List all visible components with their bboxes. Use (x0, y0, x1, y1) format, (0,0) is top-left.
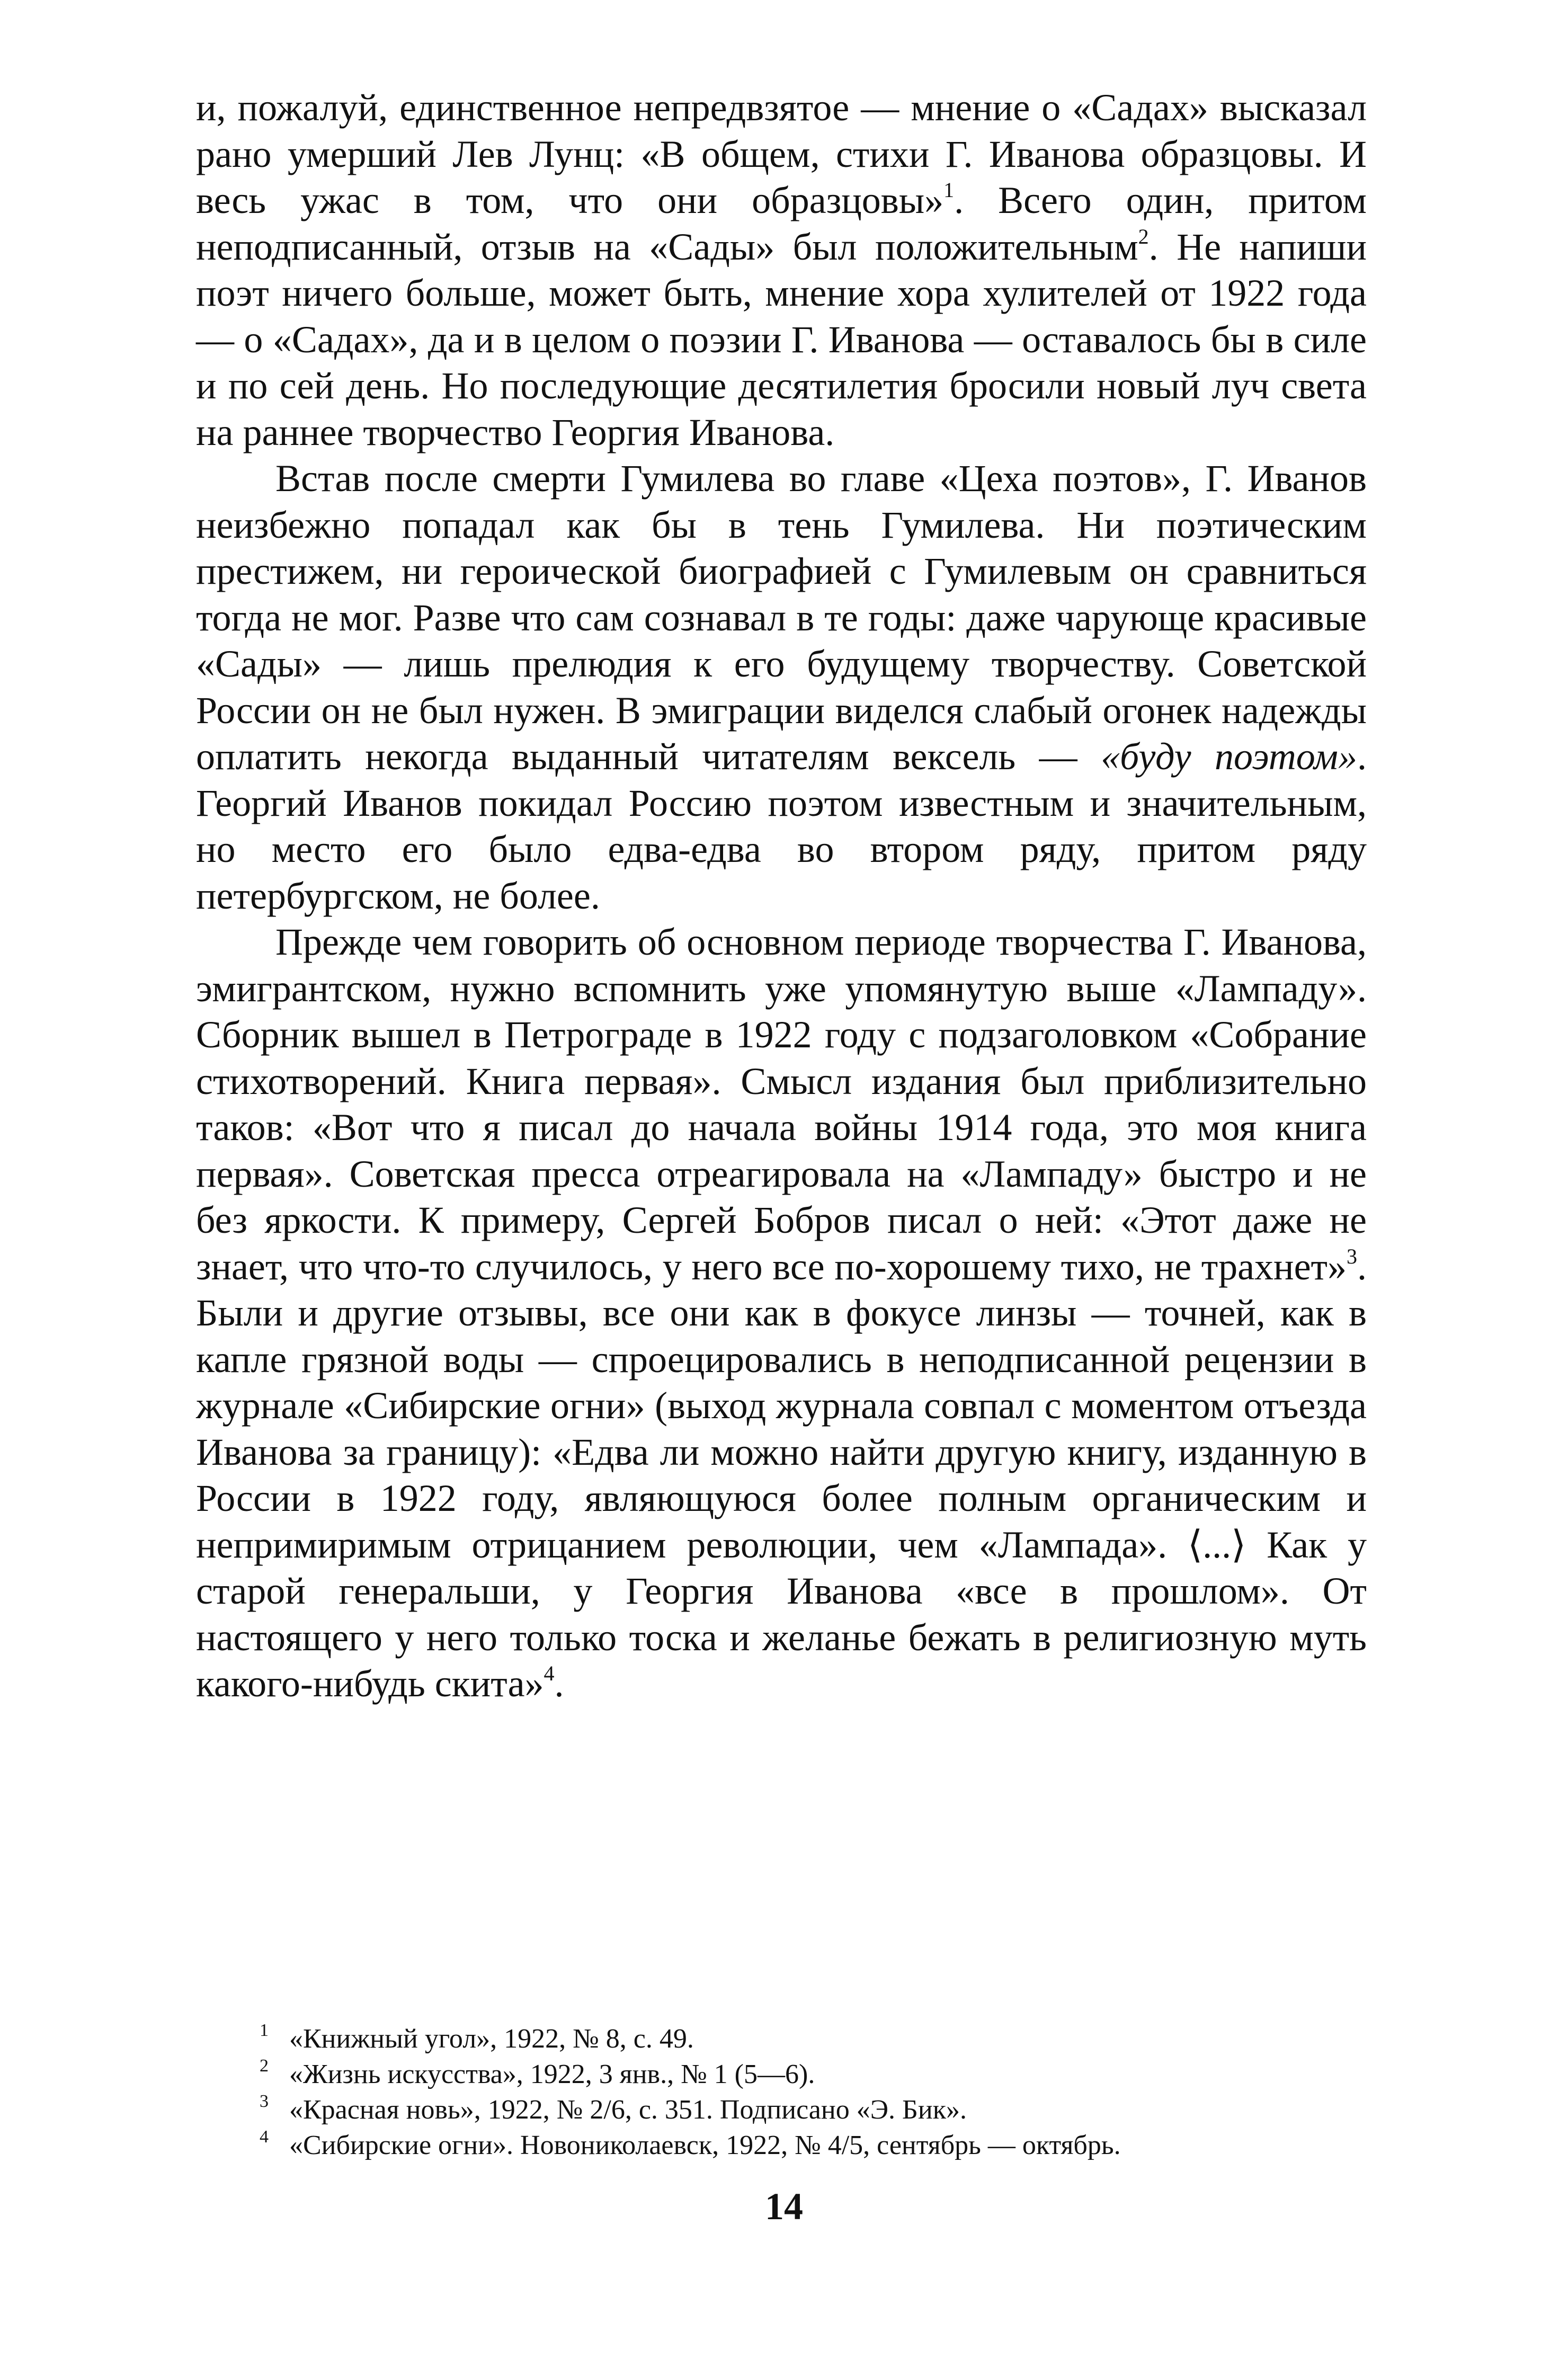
text-run: . Всего один, притом неподписанный, отзыв на «Сады» был положительным (196, 179, 1367, 268)
footnote-text: «Книжный угол», 1922, № 8, с. 49. (289, 2024, 694, 2054)
footnote-ref: 4 (544, 1661, 555, 1685)
text-run: . (554, 1662, 564, 1705)
footnote-text: «Сибирские огни». Новониколаевск, 1922, № 4/5, сентябрь — октябрь. (289, 2130, 1121, 2160)
text-run: и, пожалуй, единственное непредвзятое — мнение о «Садах» высказал рано умерший Лев Лунц: «В общем, стихи Г. Иванова образцовы. И весь ужас в том, что они образцовы» (196, 86, 1367, 221)
footnote-1: 1 «Книжный угол», 1922, № 8, с. 49. (260, 2021, 694, 2054)
footnote-text: «Красная новь», 1922, № 2/6, с. 351. Подписано «Э. Бик». (289, 2095, 967, 2125)
paragraph-3 (196, 919, 1367, 1707)
italic-quote: «буду поэтом» (1101, 735, 1357, 778)
footnotes (260, 2021, 1372, 2163)
page-content (196, 85, 1367, 1707)
paragraph-2 (196, 456, 1367, 919)
footnote-text: «Жизнь искусства», 1922, 3 янв., № 1 (5—6). (289, 2059, 815, 2089)
body-text (196, 85, 1367, 1707)
footnote-ref: 2 (1138, 224, 1149, 248)
text-run: Прежде чем говорить об основном периоде творчества Г. Иванова, эмигрантском, нужно вспомнить уже упомянутую выше «Лампаду». Сборник вышел в Петрограде в 1922 году с подзаголовком «Собрание стихотворений. Книга первая». Смысл издания был приблизительно таков: «Вот что я писал до начала войны 1914 года, это моя книга первая». Советская пресса отреагировала на «Лампаду» быстро и не без яркости. К примеру, Сергей Бобров писал о ней: «Этот даже не знает, что что-то случилось, у него все по-хорошему тихо, не трахнет» (196, 921, 1367, 1288)
footnote-4: 4 «Сибирские огни». Новониколаевск, 1922, № 4/5, сентябрь — октябрь. (260, 2127, 1121, 2160)
paragraph-1 (196, 85, 1367, 456)
text-run: . Были и другие отзывы, все они как в фокусе линзы — точней, как в капле грязной воды — спроецировались в неподписанной рецензии в журнале «Сибирские огни» (выход журнала совпал с моментом отъезда Иванова за границу): «Едва ли можно найти другую книгу, изданную в России в 1922 году, являющуюся более полным органическим и непримиримым отрицанием революции, чем «Лампада». ⟨...⟩ Как у старой генеральши, у Георгия Иванова «все в прошлом». От настоящего у него только тоска и желанье бежать в религиозную муть какого-нибудь скита» (196, 1245, 1367, 1705)
text-run: . Георгий Иванов покидал Россию поэтом известным и значительным, но место его было едва-едва во втором ряду, притом ряду петербургском, не более. (196, 735, 1367, 917)
footnote-2: 2 «Жизнь искусства», 1922, 3 янв., № 1 (5—6). (260, 2056, 815, 2089)
page-number: 14 (765, 2185, 803, 2228)
footnote-ref: 1 (943, 178, 955, 202)
footnote-3: 3 «Красная новь», 1922, № 2/6, с. 351. Подписано «Э. Бик». (260, 2092, 967, 2125)
text-run: Встав после смерти Гумилева во главе «Цеха поэтов», Г. Иванов неизбежно попадал как бы в тень Гумилева. Ни поэтическим престижем, ни героической биографией с Гумилевым он сравниться тогда не мог. Разве что сам сознавал в те годы: даже чарующе красивые «Сады» — лишь прелюдия к его будущему творчеству. Советской России он не был нужен. В эмиграции виделся слабый огонек надежды оплатить некогда выданный читателям вексель — (196, 457, 1367, 778)
footnote-ref: 3 (1347, 1244, 1357, 1268)
text-run: . Не напиши поэт ничего больше, может быть, мнение хора хулителей от 1922 года — о «Садах», да и в целом о поэзии Г. Иванова — оставалось бы в силе и по сей день. Но последующие десятилетия бросили новый луч света на раннее творчество Георгия Иванова. (196, 225, 1367, 453)
